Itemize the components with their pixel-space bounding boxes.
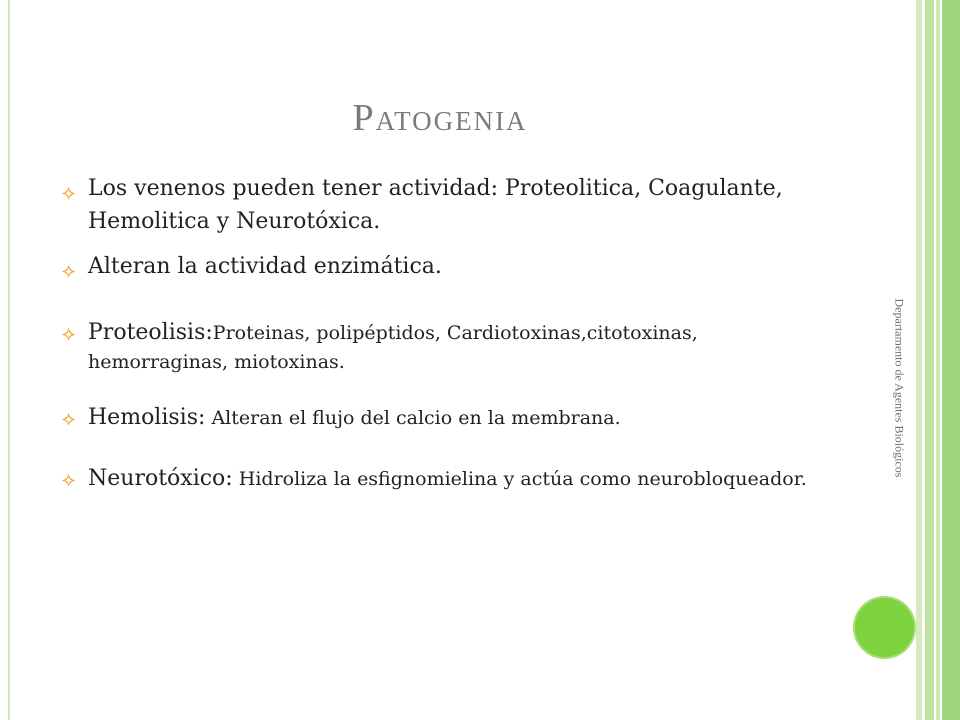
side-department-text: Departamento de Agentes Biológicos (892, 298, 907, 478)
bullet-heading: Neurotóxico: (88, 466, 233, 491)
decorative-green-circle (855, 598, 914, 657)
bullet-heading: Hemolisis: (88, 405, 206, 430)
bullet-diamond-icon: ⟡ (62, 180, 76, 204)
bullet-detail: Hidroliza la esfignomielina y actúa como neurobloqueador. (232, 468, 807, 490)
right-frame-stripe (936, 0, 940, 720)
right-frame-stripe (925, 0, 934, 720)
bullet-heading: Proteolisis: (88, 320, 213, 345)
bullet-diamond-icon: ⟡ (62, 467, 76, 491)
bullet-item (62, 250, 842, 283)
bullet-detail: Alteran el flujo del calcio en la membrana. (205, 407, 621, 429)
right-frame-stripe (916, 0, 922, 720)
bullet-text: Alteran la actividad enzimática. (88, 254, 442, 279)
bullet-diamond-icon: ⟡ (62, 406, 76, 430)
bullet-diamond-icon: ⟡ (62, 258, 76, 282)
bullet-diamond-icon: ⟡ (62, 321, 76, 345)
bullet-item (62, 462, 842, 495)
right-frame-stripe (942, 0, 960, 720)
bullet-item (62, 401, 842, 434)
bullet-item (62, 316, 842, 375)
slide-title: Patogenia (352, 97, 528, 139)
bullet-text: Los venenos pueden tener actividad: Proteolitica, Coagulante, Hemolitica y Neurotóxica. (88, 176, 783, 234)
bullet-item (62, 172, 842, 238)
bullet-list (62, 172, 842, 495)
bullet-detail: Proteinas, polipéptidos, Cardiotoxinas,citotoxinas, hemorraginas, miotoxinas. (88, 322, 698, 373)
